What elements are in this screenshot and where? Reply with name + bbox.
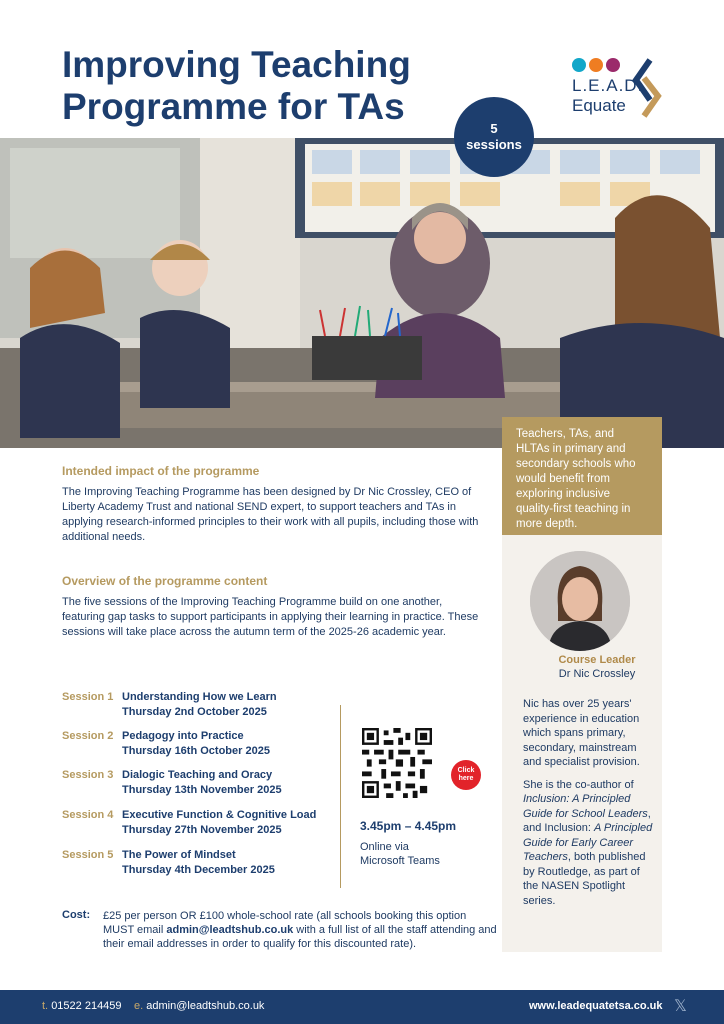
bio-text: She is the co-author of	[523, 778, 634, 791]
logo-dot-orange	[589, 58, 603, 72]
badge-label: sessions	[466, 137, 522, 152]
impact-heading: Intended impact of the programme	[62, 464, 260, 478]
footer-email	[134, 1000, 264, 1012]
title-line-1: Improving Teaching	[62, 44, 411, 85]
session-title: The Power of Mindset	[122, 849, 236, 861]
cost-email-link[interactable]: admin@leadtshub.co.uk	[166, 924, 294, 936]
cost-label: Cost:	[62, 909, 91, 921]
delivery-mode	[360, 840, 480, 868]
course-leader-portrait	[530, 551, 630, 651]
lead-equate-logo	[568, 56, 678, 126]
online-line-2: Microsoft Teams	[360, 855, 440, 867]
logo-dot-teal	[572, 58, 586, 72]
session-number: Session 1	[62, 691, 114, 703]
session-number: Session 3	[62, 769, 114, 781]
logo-equate-text: Equate	[572, 96, 626, 115]
page-title	[62, 44, 482, 128]
session-number: Session 4	[62, 809, 114, 821]
email-address[interactable]: admin@leadtshub.co.uk	[146, 1000, 265, 1012]
session-date: Thursday 13th November 2025	[122, 784, 282, 796]
footer-phone	[42, 1000, 122, 1012]
overview-text: The five sessions of the Improving Teaching Programme build on one another, featuring gap tasks to support participants in applying their learning in practice. These sessions will take place across the autumn term of the 2025-26 academic year.	[62, 596, 479, 638]
session-title: Pedagogy into Practice	[122, 730, 244, 742]
logo-dots	[572, 58, 623, 77]
phone-prefix: t.	[42, 1000, 49, 1012]
sessions-badge	[454, 97, 534, 177]
session-number: Session 5	[62, 849, 114, 861]
badge-number: 5	[490, 121, 498, 136]
session-date: Thursday 2nd October 2025	[122, 706, 267, 718]
session-date: Thursday 16th October 2025	[122, 745, 270, 757]
logo-lead-text: L.E.A.D.	[572, 76, 644, 95]
classroom-photo	[0, 138, 724, 448]
footer-bar	[0, 990, 724, 1024]
title-line-2: Programme for TAs	[62, 86, 405, 127]
portrait-illustration	[530, 551, 630, 651]
email-prefix: e.	[134, 1000, 144, 1012]
click-here-button[interactable]	[451, 760, 481, 790]
click-label-2: here	[458, 775, 474, 782]
bio-paragraph-2	[523, 778, 653, 909]
session-date: Thursday 4th December 2025	[122, 864, 275, 876]
course-leader-bio	[523, 697, 653, 916]
session-number: Session 2	[62, 730, 114, 742]
impact-text: The Improving Teaching Programme has been designed by Dr Nic Crossley, CEO of Liberty Academy Trust and national SEND expert, to support teachers and TAs in applying research-informed principles to their work with all pupils, including those with additional needs.	[62, 486, 479, 543]
book-title-2: A Principled Guide for Early Career Teachers	[523, 822, 653, 863]
bio-paragraph-1: Nic has over 25 years' experience in education which spans primary, secondary, mainstream and specialist provision.	[523, 698, 640, 768]
online-line-1: Online via	[360, 841, 409, 853]
bio-text: , both published by Routledge, as part of the NASEN Spotlight series.	[523, 851, 646, 907]
qr-code-icon[interactable]	[362, 728, 432, 798]
course-leader-label: Course Leader	[558, 654, 636, 666]
course-leader-name: Dr Nic Crossley	[558, 668, 636, 680]
session-title: Executive Function & Cognitive Load	[122, 809, 317, 821]
logo-mark-icon	[632, 58, 662, 118]
book-title-1: Inclusion: A Principled Guide for School Leaders	[523, 793, 648, 820]
cost-text-a: £25 per person OR £100 whole-school rate (all schools booking this option MUST email	[103, 910, 467, 936]
cost-details	[103, 909, 498, 951]
session-date: Thursday 27th November 2025	[122, 824, 282, 836]
click-label-1: Click	[457, 767, 475, 774]
cost-text-b: with a full list of all the staff attending and their email addresses in order to qualify for this discounted rate).	[103, 924, 497, 950]
classroom-illustration	[0, 138, 724, 448]
logo-dot-plum	[606, 58, 620, 72]
footer-website-link[interactable]: www.leadequatetsa.co.uk	[529, 1000, 663, 1012]
phone-number[interactable]: 01522 214459	[51, 1000, 122, 1012]
target-audience-box: Teachers, TAs, and HLTAs in primary and secondary schools who would benefit from exploring inclusive quality-first teaching in more depth.	[502, 417, 662, 535]
session-title: Understanding How we Learn	[122, 691, 277, 703]
x-social-icon[interactable]: 𝕏	[674, 998, 687, 1015]
divider-line	[340, 705, 341, 888]
bio-text: , and Inclusion:	[523, 807, 651, 834]
overview-heading: Overview of the programme content	[62, 574, 268, 588]
session-time: 3.45pm – 4.45pm	[360, 819, 457, 833]
session-title: Dialogic Teaching and Oracy	[122, 769, 273, 781]
